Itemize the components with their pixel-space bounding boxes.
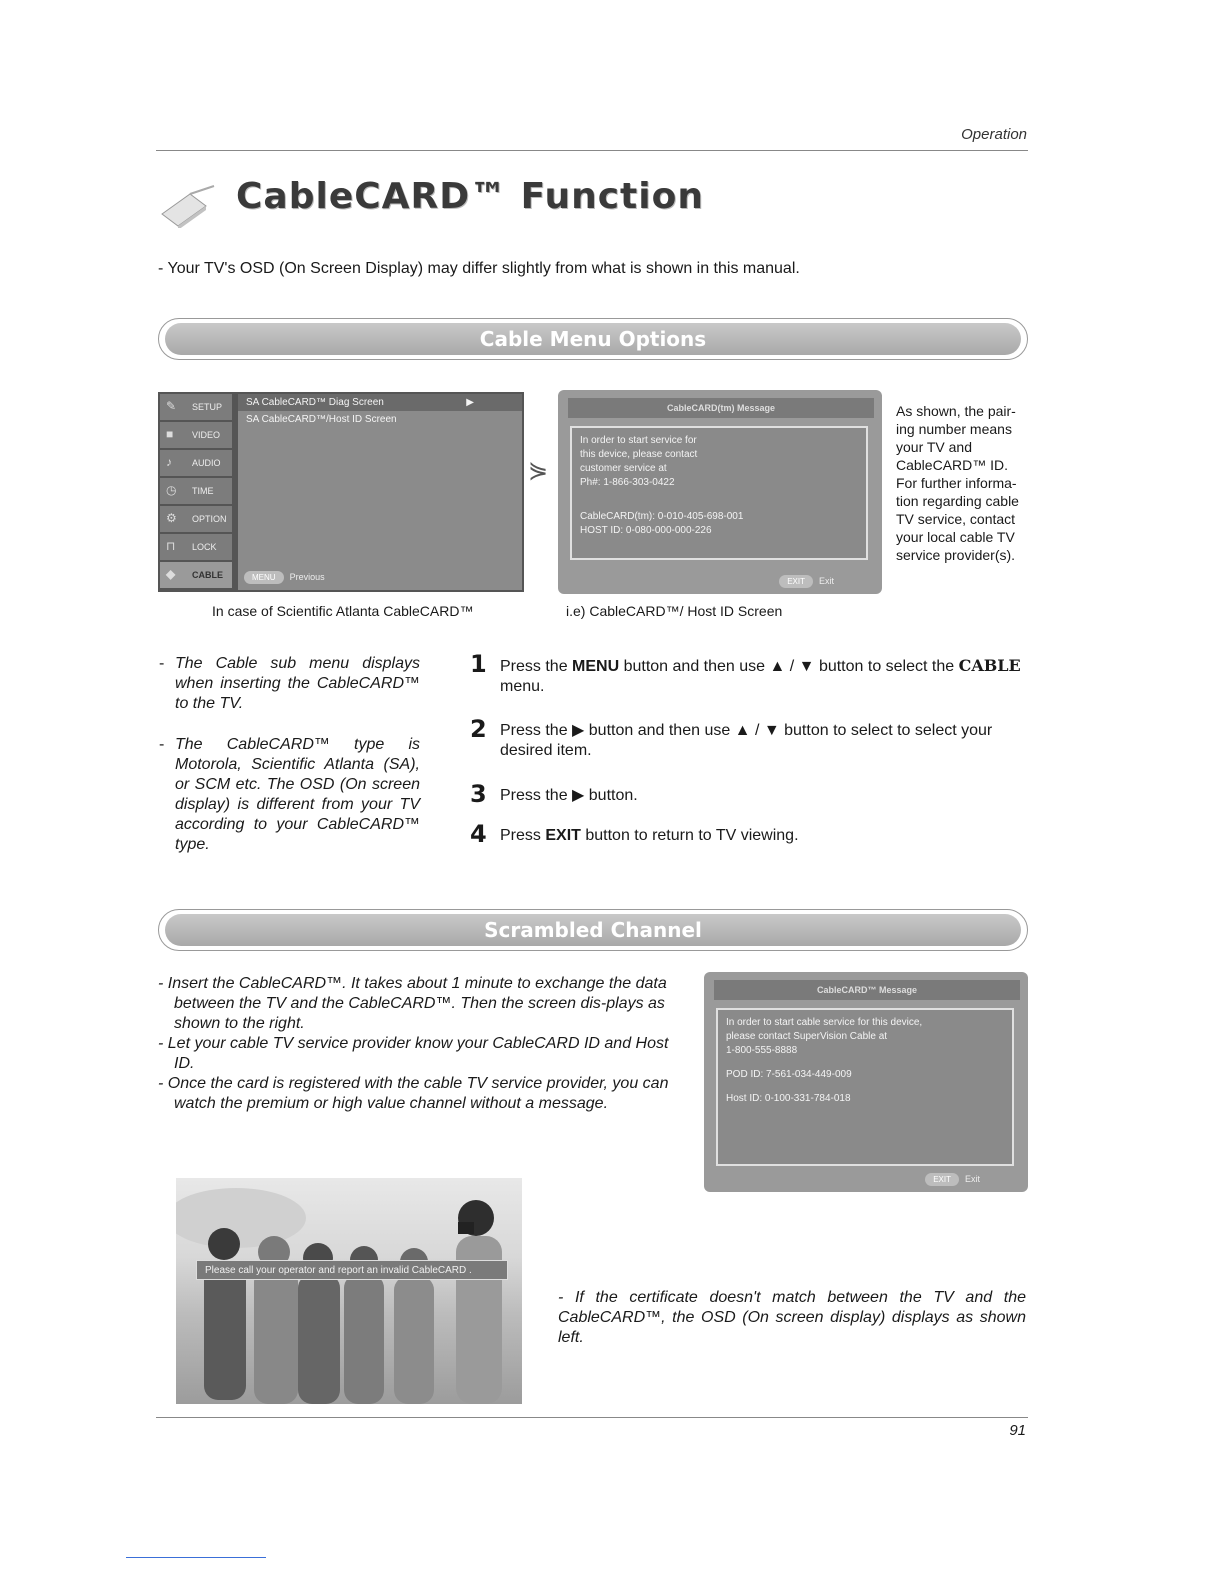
step-2: [470, 715, 1026, 761]
cable-icon: ◆: [166, 567, 176, 581]
video-icon: ■: [166, 427, 174, 441]
children-photo-illustration: [176, 1178, 522, 1404]
tab-video[interactable]: [160, 422, 232, 448]
tab-cable[interactable]: [160, 562, 232, 588]
message-footer: [925, 1173, 980, 1186]
step-number: 3: [470, 780, 487, 808]
message-line: customer service at: [580, 463, 667, 474]
step-text: Press the ▶ button and then use ▲ / ▼ button to select to select your desired item.: [500, 722, 993, 759]
footer-line: [126, 1557, 266, 1558]
step-number: 2: [470, 715, 487, 743]
exit-key[interactable]: EXIT: [925, 1173, 959, 1186]
menu-key-label: MENU: [572, 658, 620, 675]
caption-message: i.e) CableCARD™/ Host ID Screen: [566, 603, 783, 619]
cablecard-id: CableCARD(tm): 0-010-405-698-001: [580, 511, 744, 522]
message-line: this device, please contact: [580, 449, 698, 460]
menu-pane: [238, 394, 522, 590]
tab-time[interactable]: [160, 478, 232, 504]
exit-label: Exit: [818, 576, 834, 586]
step-4: [470, 820, 1026, 848]
lock-icon: ⊓: [166, 539, 176, 553]
message-body: [570, 426, 868, 560]
menu-key[interactable]: MENU: [244, 571, 284, 584]
option-icon: ⚙: [166, 511, 177, 525]
arrow-right-icon: ⋟: [528, 457, 549, 484]
tab-audio[interactable]: [160, 450, 232, 476]
tab-label: TIME: [192, 486, 214, 496]
cable-menu-label: CABLE: [958, 656, 1021, 675]
message-footer: [779, 575, 834, 588]
cablecard-icon: [150, 184, 220, 228]
page-number: 91: [1009, 1422, 1026, 1439]
note-cable-submenu: - The Cable sub menu displays when inserting the CableCARD™ to the TV.: [159, 655, 420, 712]
host-id: HOST ID: 0-080-000-000-226: [580, 525, 712, 536]
note-registered: - Once the card is registered with the cable TV service provider, you can watch the premium or high value channel without a message.: [158, 1075, 669, 1112]
banner-scrambled-channel: [158, 909, 1028, 951]
step-text: Press the ▶ button.: [500, 787, 638, 804]
tab-lock[interactable]: [160, 534, 232, 560]
page-title: CableCARD™ Function: [236, 176, 704, 217]
tab-option[interactable]: [160, 506, 232, 532]
pod-id: POD ID: 7-561-034-449-009: [726, 1069, 852, 1080]
message-body: [716, 1008, 1014, 1166]
setup-icon: ✎: [166, 399, 177, 413]
pairing-note: As shown, the pair-ing number means your TV and CableCARD™ ID. For further informa-tion regarding cable TV service, contact your local cable TV service provider(s).: [896, 403, 1019, 563]
note-insert-card: - Insert the CableCARD™. It takes about 1 minute to exchange the data between the TV and the CableCARD™. Then the screen dis-plays as shown to the right.: [158, 975, 667, 1032]
tab-label: SETUP: [192, 402, 223, 412]
host-id: Host ID: 0-100-331-784-018: [726, 1093, 851, 1104]
step-text: button and then use ▲ / ▼ button to select the: [619, 658, 959, 675]
tab-label: CABLE: [192, 570, 223, 580]
menu-item-diag-screen[interactable]: [238, 394, 522, 411]
message-line: Ph#: 1-866-303-0422: [580, 477, 675, 488]
tab-label: AUDIO: [192, 458, 221, 468]
intro-note: - Your TV's OSD (On Screen Display) may differ slightly from what is shown in this manual.: [158, 260, 800, 277]
menu-footer: [244, 571, 325, 584]
banner-title: Cable Menu Options: [165, 323, 1021, 355]
note-text: The CableCARD™ type is Motorola, Scientific Atlanta (SA), or SCM etc. The OSD (On screen display) is different from your TV according to your CableCARD™ type.: [175, 736, 420, 853]
menu-tabs: [160, 394, 232, 590]
tab-label: LOCK: [192, 542, 217, 552]
step-text: Press: [500, 827, 546, 844]
tv-photo: [176, 1178, 522, 1404]
step-number: 4: [470, 820, 487, 848]
step-3: [470, 780, 1026, 808]
step-text: menu.: [500, 678, 545, 695]
note-text: The Cable sub menu displays when inserting the CableCARD™ to the TV.: [175, 655, 420, 712]
audio-icon: ♪: [166, 455, 172, 469]
message-line: 1-800-555-8888: [726, 1045, 798, 1056]
cable-menu-screenshot: [158, 392, 524, 592]
tab-label: VIDEO: [192, 430, 221, 440]
exit-key-label: EXIT: [545, 827, 581, 844]
note-cablecard-type: - The CableCARD™ type is Motorola, Scientific Atlanta (SA), or SCM etc. The OSD (On screen display) is different from your TV according to your CableCARD™ type.: [159, 736, 420, 853]
message-line: please contact SuperVision Cable at: [726, 1031, 888, 1042]
certificate-note: - If the certificate doesn't match between the TV and the CableCARD™, the OSD (On screen display) displays as shown left.: [558, 1289, 1026, 1346]
menu-footer-label: Previous: [289, 572, 325, 582]
arrow-right-icon: ▶: [466, 397, 474, 408]
banner-title: Scrambled Channel: [165, 914, 1021, 946]
tab-setup[interactable]: [160, 394, 232, 420]
message-title: CableCARD™ Message: [714, 980, 1020, 1000]
note-provider: - Let your cable TV service provider know your CableCARD ID and Host ID.: [158, 1035, 669, 1072]
cablecard-message-screenshot: [558, 390, 882, 594]
caption-menu: In case of Scientific Atlanta CableCARD™: [212, 603, 474, 619]
exit-key[interactable]: EXIT: [779, 575, 813, 588]
header-rule: [156, 150, 1028, 151]
step-1: [470, 650, 1026, 697]
message-line: In order to start service for: [580, 435, 697, 446]
step-text: button to return to TV viewing.: [580, 827, 799, 844]
step-number: 1: [470, 650, 487, 678]
section-label: Operation: [961, 126, 1027, 143]
scrambled-notes: [158, 974, 686, 1114]
exit-label: Exit: [964, 1174, 980, 1184]
invalid-cablecard-message: Please call your operator and report an invalid CableCARD .: [196, 1260, 508, 1280]
scrambled-message-screenshot: [704, 972, 1028, 1192]
message-line: In order to start cable service for this device,: [726, 1017, 923, 1028]
menu-item-host-id-screen[interactable]: SA CableCARD™/Host ID Screen: [246, 414, 397, 425]
message-title: CableCARD(tm) Message: [568, 398, 874, 418]
footer-rule: [156, 1417, 1028, 1418]
time-icon: ◷: [166, 483, 177, 497]
menu-item-label: SA CableCARD™ Diag Screen: [246, 397, 384, 408]
step-text: Press the: [500, 658, 573, 675]
banner-cable-menu-options: [158, 318, 1028, 360]
tab-label: OPTION: [192, 514, 227, 524]
